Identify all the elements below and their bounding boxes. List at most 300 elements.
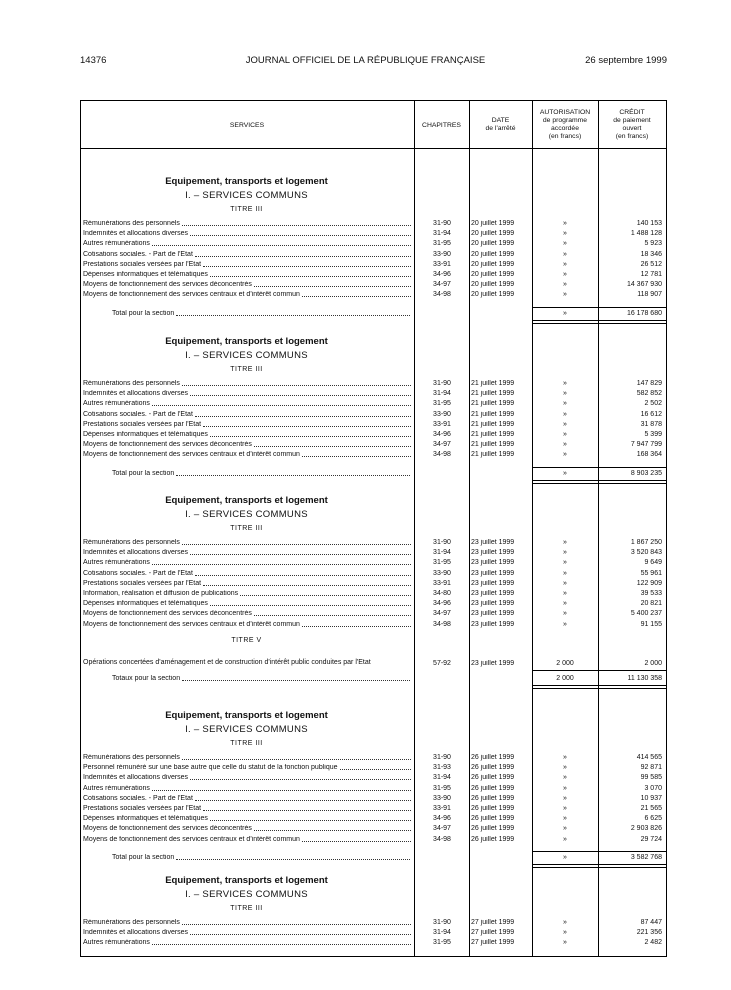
row-label-text: Prestations sociales versées par l'Etat bbox=[83, 805, 202, 812]
total-label-text: Total pour la section bbox=[112, 853, 175, 861]
row-label bbox=[83, 281, 413, 289]
row-date: 26 juillet 1999 bbox=[471, 764, 515, 772]
row-chapitre: 34-97 bbox=[433, 825, 451, 833]
row-credit: 20 821 bbox=[640, 600, 662, 608]
row-label-text: Prestations sociales versées par l'Etat bbox=[83, 579, 202, 587]
row-label: Opérations concertées d'aménagement et de construction d'intérêt public conduites par l'Etat bbox=[83, 659, 371, 667]
section-subtitle: I. – SERVICES COMMUNS bbox=[185, 350, 308, 361]
row-credit: 55 961 bbox=[640, 569, 662, 577]
row-label-text: Indemnités et allocations diverses bbox=[83, 929, 189, 937]
total-label bbox=[112, 310, 412, 318]
row-date: 23 juillet 1999 bbox=[471, 600, 515, 608]
row-credit: 2 482 bbox=[644, 939, 662, 947]
leader-dots bbox=[190, 553, 411, 555]
row-credit: 140 153 bbox=[636, 220, 662, 227]
row-chapitre: 33-90 bbox=[433, 569, 451, 577]
row-chapitre: 31-95 bbox=[433, 559, 451, 567]
row-credit: 29 724 bbox=[640, 835, 662, 843]
row-autorisation: » bbox=[563, 390, 567, 398]
column-divider bbox=[414, 100, 415, 957]
row-credit: 31 878 bbox=[640, 420, 662, 428]
section-titre-v: TITRE V bbox=[231, 636, 262, 644]
row-date: 20 juillet 1999 bbox=[471, 260, 515, 268]
row-credit: 10 937 bbox=[640, 794, 662, 802]
section-title: Equipement, transports et logement bbox=[165, 495, 328, 506]
section-title: Equipement, transports et logement bbox=[165, 710, 328, 721]
row-chapitre: 31-95 bbox=[433, 939, 451, 947]
row-label-text: Dépenses informatiques et télématiques bbox=[83, 815, 208, 823]
row-autorisation: 2 000 bbox=[556, 659, 574, 667]
row-label bbox=[83, 929, 413, 937]
row-label bbox=[83, 610, 413, 618]
header-credit: CRÉDIT bbox=[619, 109, 645, 116]
total-rule-double bbox=[532, 483, 666, 484]
row-autorisation: » bbox=[563, 420, 567, 428]
total-label-text: Totaux pour la section bbox=[112, 674, 181, 682]
header-chapitres: CHAPITRES bbox=[422, 122, 461, 129]
column-divider bbox=[598, 100, 599, 957]
row-label bbox=[83, 600, 413, 608]
header-credit: ouvert bbox=[622, 125, 642, 132]
row-label bbox=[83, 580, 413, 588]
leader-dots bbox=[210, 435, 411, 437]
row-chapitre: 34-98 bbox=[433, 291, 451, 299]
row-date: 26 juillet 1999 bbox=[471, 754, 515, 761]
row-label bbox=[83, 261, 413, 269]
row-chapitre: 31-95 bbox=[433, 784, 451, 792]
leader-dots bbox=[176, 474, 410, 476]
total-rule bbox=[532, 864, 666, 865]
row-credit: 14 367 930 bbox=[626, 281, 662, 289]
header-rule bbox=[80, 148, 667, 149]
row-autorisation: » bbox=[563, 815, 567, 823]
row-chapitre: 34-96 bbox=[433, 815, 451, 823]
total-rule bbox=[532, 467, 666, 468]
leader-dots bbox=[182, 224, 411, 226]
header-autorisation: accordée bbox=[551, 125, 579, 132]
leader-dots bbox=[203, 809, 411, 811]
table-top-border bbox=[80, 100, 667, 101]
row-credit: 3 520 843 bbox=[630, 549, 662, 557]
row-credit: 39 533 bbox=[640, 590, 662, 597]
section-subtitle: I. – SERVICES COMMUNS bbox=[185, 190, 308, 201]
leader-dots bbox=[182, 923, 411, 925]
row-autorisation: » bbox=[563, 400, 567, 408]
row-chapitre: 33-90 bbox=[433, 250, 451, 258]
row-label bbox=[83, 421, 413, 429]
leader-dots bbox=[254, 614, 411, 616]
row-date: 21 juillet 1999 bbox=[471, 390, 515, 398]
row-date: 26 juillet 1999 bbox=[471, 825, 515, 833]
page-date: 26 septembre 1999 bbox=[585, 55, 667, 66]
section-titre: TITRE III bbox=[230, 206, 263, 213]
row-autorisation: » bbox=[563, 431, 567, 438]
row-label bbox=[83, 240, 413, 248]
row-label bbox=[83, 441, 413, 449]
row-label-text: Autres rémunérations bbox=[83, 240, 150, 248]
row-credit: 99 585 bbox=[640, 774, 662, 782]
row-label bbox=[83, 590, 413, 598]
row-chapitre: 31-93 bbox=[433, 764, 451, 772]
row-label-text: Moyens de fonctionnement des services centraux et d'intérêt commun bbox=[83, 451, 300, 459]
row-label-text: Moyens de fonctionnement des services centraux et d'intérêt commun bbox=[83, 620, 300, 628]
row-label bbox=[83, 390, 413, 398]
row-date: 23 juillet 1999 bbox=[471, 659, 515, 667]
total-label-text: Total pour la section bbox=[112, 309, 175, 317]
total-credit: 3 582 768 bbox=[630, 853, 662, 861]
row-chapitre: 31-94 bbox=[433, 549, 451, 557]
row-credit: 18 346 bbox=[640, 250, 662, 258]
leader-dots bbox=[240, 594, 411, 596]
row-chapitre: 31-90 bbox=[433, 380, 451, 387]
row-autorisation: » bbox=[563, 794, 567, 802]
total-rule bbox=[532, 685, 666, 686]
row-credit: 2 502 bbox=[644, 400, 662, 408]
row-label-text: Indemnités et allocations diverses bbox=[83, 549, 189, 557]
total-credit: 8 903 235 bbox=[630, 469, 662, 477]
total-label bbox=[112, 854, 412, 862]
leader-dots bbox=[190, 394, 411, 396]
row-autorisation: » bbox=[563, 271, 567, 278]
row-chapitre: 34-97 bbox=[433, 281, 451, 289]
leader-dots bbox=[152, 244, 411, 246]
row-label bbox=[83, 836, 413, 844]
row-date: 21 juillet 1999 bbox=[471, 431, 515, 438]
row-date: 21 juillet 1999 bbox=[471, 410, 515, 418]
row-date: 20 juillet 1999 bbox=[471, 281, 515, 289]
leader-dots bbox=[195, 799, 411, 801]
row-credit: 92 871 bbox=[640, 764, 662, 772]
row-label-text: Rémunérations des personnels bbox=[83, 919, 180, 926]
leader-dots bbox=[302, 625, 411, 627]
row-date: 27 juillet 1999 bbox=[471, 939, 515, 947]
row-label-text: Moyens de fonctionnement des services centraux et d'intérêt commun bbox=[83, 835, 300, 843]
row-label bbox=[83, 291, 413, 299]
row-label-text: Autres rémunérations bbox=[83, 939, 150, 947]
row-credit: 5 400 237 bbox=[630, 610, 662, 618]
row-label-text: Prestations sociales versées par l'Etat bbox=[83, 420, 202, 428]
leader-dots bbox=[203, 265, 411, 267]
row-chapitre: 34-98 bbox=[433, 835, 451, 843]
total-rule-double bbox=[532, 688, 666, 689]
section-title: Equipement, transports et logement bbox=[165, 336, 328, 347]
total-label bbox=[112, 675, 412, 683]
header-date: DATE bbox=[491, 117, 510, 124]
row-date: 23 juillet 1999 bbox=[471, 569, 515, 577]
row-credit: 122 909 bbox=[636, 579, 662, 587]
row-label-text: Rémunérations des personnels bbox=[83, 220, 180, 227]
row-label bbox=[83, 805, 413, 813]
row-label bbox=[83, 271, 413, 279]
total-rule bbox=[532, 480, 666, 481]
row-autorisation: » bbox=[563, 754, 567, 761]
row-label-text: Autres rémunérations bbox=[83, 784, 150, 792]
row-credit: 87 447 bbox=[640, 919, 662, 926]
row-date: 23 juillet 1999 bbox=[471, 559, 515, 567]
leader-dots bbox=[254, 445, 411, 447]
leader-dots bbox=[302, 455, 411, 457]
total-credit: 16 178 680 bbox=[626, 309, 662, 317]
row-label-text: Dépenses informatiques et télématiques bbox=[83, 271, 208, 278]
leader-dots bbox=[152, 943, 411, 945]
row-label bbox=[83, 570, 413, 578]
section-subtitle: I. – SERVICES COMMUNS bbox=[185, 509, 308, 520]
row-label-text: Rémunérations des personnels bbox=[83, 539, 180, 546]
total-rule-double bbox=[532, 867, 666, 868]
row-label-text: Indemnités et allocations diverses bbox=[83, 774, 189, 782]
row-label bbox=[83, 785, 413, 793]
row-autorisation: » bbox=[563, 939, 567, 947]
leader-dots bbox=[195, 255, 411, 257]
row-autorisation: » bbox=[563, 281, 567, 289]
row-date: 26 juillet 1999 bbox=[471, 794, 515, 802]
row-chapitre: 33-91 bbox=[433, 420, 451, 428]
row-credit: 3 070 bbox=[644, 784, 662, 792]
row-autorisation: » bbox=[563, 764, 567, 772]
section-subtitle: I. – SERVICES COMMUNS bbox=[185, 889, 308, 900]
total-credit: 11 130 358 bbox=[627, 674, 662, 682]
total-label bbox=[112, 470, 412, 478]
row-autorisation: » bbox=[563, 835, 567, 843]
leader-dots bbox=[254, 285, 411, 287]
leader-dots bbox=[152, 404, 411, 406]
row-date: 26 juillet 1999 bbox=[471, 815, 515, 823]
section-title: Equipement, transports et logement bbox=[165, 176, 328, 187]
row-autorisation: » bbox=[563, 620, 567, 628]
row-label-text: Cotisations sociales. - Part de l'Etat bbox=[83, 410, 193, 418]
row-label bbox=[83, 230, 413, 238]
row-date: 21 juillet 1999 bbox=[471, 380, 515, 387]
row-label-text: Indemnités et allocations diverses bbox=[83, 390, 189, 398]
row-label bbox=[83, 559, 413, 567]
row-date: 20 juillet 1999 bbox=[471, 271, 515, 278]
leader-dots bbox=[210, 275, 411, 277]
row-date: 20 juillet 1999 bbox=[471, 240, 515, 248]
row-date: 26 juillet 1999 bbox=[471, 784, 515, 792]
leader-dots bbox=[302, 295, 411, 297]
row-credit: 7 947 799 bbox=[630, 441, 662, 449]
row-autorisation: » bbox=[563, 600, 567, 608]
row-credit: 5 923 bbox=[644, 240, 662, 248]
header-services: SERVICES bbox=[229, 122, 265, 129]
leader-dots bbox=[176, 858, 410, 860]
section-titre: TITRE III bbox=[230, 740, 263, 747]
row-label bbox=[83, 621, 413, 629]
row-date: 20 juillet 1999 bbox=[471, 230, 515, 238]
row-credit: 12 781 bbox=[640, 271, 662, 278]
row-label-text: Cotisations sociales. - Part de l'Etat bbox=[83, 250, 193, 258]
column-divider bbox=[666, 100, 667, 957]
leader-dots bbox=[190, 234, 411, 236]
section-titre: TITRE III bbox=[230, 366, 263, 373]
total-autorisation: » bbox=[563, 469, 567, 477]
row-label bbox=[83, 795, 413, 803]
row-credit: 168 364 bbox=[636, 451, 662, 459]
total-rule bbox=[532, 320, 666, 321]
row-label-text: Information, réalisation et diffusion de publications bbox=[83, 590, 239, 597]
header-credit: (en francs) bbox=[615, 133, 649, 140]
row-date: 23 juillet 1999 bbox=[471, 539, 515, 546]
row-chapitre: 31-95 bbox=[433, 240, 451, 248]
row-autorisation: » bbox=[563, 549, 567, 557]
row-chapitre: 33-91 bbox=[433, 805, 451, 812]
section-subtitle: I. – SERVICES COMMUNS bbox=[185, 724, 308, 735]
row-label-text: Prestations sociales versées par l'Etat bbox=[83, 260, 202, 268]
row-autorisation: » bbox=[563, 579, 567, 587]
row-label-text: Moyens de fonctionnement des services déconcentrés bbox=[83, 825, 252, 833]
row-date: 23 juillet 1999 bbox=[471, 620, 515, 628]
row-date: 27 juillet 1999 bbox=[471, 919, 515, 926]
leader-dots bbox=[195, 574, 411, 576]
row-label bbox=[83, 451, 413, 459]
row-credit: 16 612 bbox=[640, 410, 662, 418]
row-label bbox=[83, 764, 413, 772]
row-credit: 582 852 bbox=[636, 390, 662, 398]
row-credit: 21 565 bbox=[640, 805, 662, 812]
row-label bbox=[83, 919, 413, 927]
row-date: 23 juillet 1999 bbox=[471, 549, 515, 557]
row-label bbox=[83, 400, 413, 408]
row-label bbox=[83, 411, 413, 419]
leader-dots bbox=[176, 314, 410, 316]
row-chapitre: 31-90 bbox=[433, 754, 451, 761]
row-date: 20 juillet 1999 bbox=[471, 250, 515, 258]
row-date: 26 juillet 1999 bbox=[471, 835, 515, 843]
total-rule bbox=[532, 307, 666, 308]
row-label-text: Autres rémunérations bbox=[83, 400, 150, 408]
row-chapitre: 34-98 bbox=[433, 451, 451, 459]
row-autorisation: » bbox=[563, 774, 567, 782]
row-credit: 6 625 bbox=[644, 815, 662, 823]
row-autorisation: » bbox=[563, 610, 567, 618]
header-date: de l'arrêté bbox=[485, 125, 516, 132]
row-chapitre: 31-94 bbox=[433, 929, 451, 937]
row-autorisation: » bbox=[563, 825, 567, 833]
row-autorisation: » bbox=[563, 441, 567, 449]
row-label-text: Cotisations sociales. - Part de l'Etat bbox=[83, 794, 193, 802]
row-chapitre: 57-92 bbox=[433, 659, 451, 667]
row-label-text: Cotisations sociales. - Part de l'Etat bbox=[83, 569, 193, 577]
row-date: 23 juillet 1999 bbox=[471, 610, 515, 618]
budget-table bbox=[80, 100, 667, 957]
header-autorisation: AUTORISATION bbox=[539, 109, 591, 116]
row-credit: 1 867 250 bbox=[630, 539, 662, 546]
row-date: 26 juillet 1999 bbox=[471, 805, 515, 812]
header-credit: de paiement bbox=[613, 117, 651, 124]
leader-dots bbox=[195, 415, 411, 417]
row-chapitre: 31-94 bbox=[433, 390, 451, 398]
row-label-text: Rémunérations des personnels bbox=[83, 754, 180, 761]
row-label bbox=[83, 825, 413, 833]
row-chapitre: 34-97 bbox=[433, 610, 451, 618]
row-credit: 147 829 bbox=[636, 380, 662, 387]
row-chapitre: 34-96 bbox=[433, 271, 451, 278]
leader-dots bbox=[190, 778, 411, 780]
leader-dots bbox=[182, 384, 411, 386]
journal-title: JOURNAL OFFICIEL DE LA RÉPUBLIQUE FRANÇAISE bbox=[245, 55, 486, 66]
header-autorisation: (en francs) bbox=[548, 133, 582, 140]
row-date: 21 juillet 1999 bbox=[471, 441, 515, 449]
row-label bbox=[83, 539, 413, 547]
row-autorisation: » bbox=[563, 559, 567, 567]
row-autorisation: » bbox=[563, 569, 567, 577]
row-chapitre: 34-97 bbox=[433, 441, 451, 449]
row-label-text: Moyens de fonctionnement des services déconcentrés bbox=[83, 441, 252, 449]
row-label-text: Autres rémunérations bbox=[83, 559, 150, 567]
total-rule bbox=[532, 851, 666, 852]
row-date: 26 juillet 1999 bbox=[471, 774, 515, 782]
total-autorisation: 2 000 bbox=[556, 674, 574, 682]
table-bottom-border bbox=[80, 956, 667, 957]
row-autorisation: » bbox=[563, 260, 567, 268]
total-rule-double bbox=[532, 323, 666, 324]
row-autorisation: » bbox=[563, 380, 567, 387]
leader-dots bbox=[210, 819, 411, 821]
row-autorisation: » bbox=[563, 250, 567, 258]
leader-dots bbox=[302, 840, 411, 842]
row-autorisation: » bbox=[563, 919, 567, 926]
row-label bbox=[83, 380, 413, 388]
leader-dots bbox=[182, 679, 410, 681]
leader-dots bbox=[152, 563, 411, 565]
row-label-text: Indemnités et allocations diverses bbox=[83, 230, 189, 238]
leader-dots bbox=[254, 829, 411, 831]
row-date: 21 juillet 1999 bbox=[471, 400, 515, 408]
row-label-text: Moyens de fonctionnement des services déconcentrés bbox=[83, 610, 252, 618]
row-label-text: Dépenses informatiques et télématiques bbox=[83, 600, 208, 608]
row-date: 20 juillet 1999 bbox=[471, 291, 515, 299]
row-label-text: Rémunérations des personnels bbox=[83, 380, 180, 387]
row-chapitre: 33-90 bbox=[433, 410, 451, 418]
row-chapitre: 31-94 bbox=[433, 774, 451, 782]
row-chapitre: 31-94 bbox=[433, 230, 451, 238]
row-chapitre: 31-95 bbox=[433, 400, 451, 408]
row-autorisation: » bbox=[563, 805, 567, 812]
header-autorisation: de programme bbox=[542, 117, 588, 124]
section-titre: TITRE III bbox=[230, 905, 263, 912]
row-autorisation: » bbox=[563, 929, 567, 937]
total-rule bbox=[532, 670, 666, 671]
leader-dots bbox=[190, 933, 411, 935]
row-label-text: Moyens de fonctionnement des services centraux et d'intérêt commun bbox=[83, 291, 300, 299]
row-date: 23 juillet 1999 bbox=[471, 579, 515, 587]
leader-dots bbox=[203, 584, 411, 586]
row-autorisation: » bbox=[563, 451, 567, 459]
row-label-text: Dépenses informatiques et télématiques bbox=[83, 431, 208, 438]
row-credit: 9 649 bbox=[644, 559, 662, 567]
row-date: 21 juillet 1999 bbox=[471, 451, 515, 459]
leader-dots bbox=[182, 543, 411, 545]
row-label bbox=[83, 431, 413, 439]
row-autorisation: » bbox=[563, 240, 567, 248]
row-autorisation: » bbox=[563, 291, 567, 299]
total-label-text: Total pour la section bbox=[112, 469, 175, 477]
row-credit: 1 488 128 bbox=[630, 230, 662, 238]
row-credit: 5 399 bbox=[644, 431, 662, 438]
row-autorisation: » bbox=[563, 539, 567, 546]
row-credit: 414 565 bbox=[636, 754, 662, 761]
row-autorisation: » bbox=[563, 220, 567, 227]
row-label bbox=[83, 939, 413, 947]
row-chapitre: 34-98 bbox=[433, 620, 451, 628]
row-chapitre: 33-91 bbox=[433, 579, 451, 587]
page-number: 14376 bbox=[80, 55, 107, 66]
section-titre: TITRE III bbox=[230, 525, 263, 532]
row-credit: 2 903 826 bbox=[630, 825, 662, 833]
row-label-text: Personnel rémunéré sur une base autre que celle du statut de la fonction publique bbox=[83, 764, 338, 772]
total-autorisation: » bbox=[563, 853, 567, 861]
row-date: 27 juillet 1999 bbox=[471, 929, 515, 937]
